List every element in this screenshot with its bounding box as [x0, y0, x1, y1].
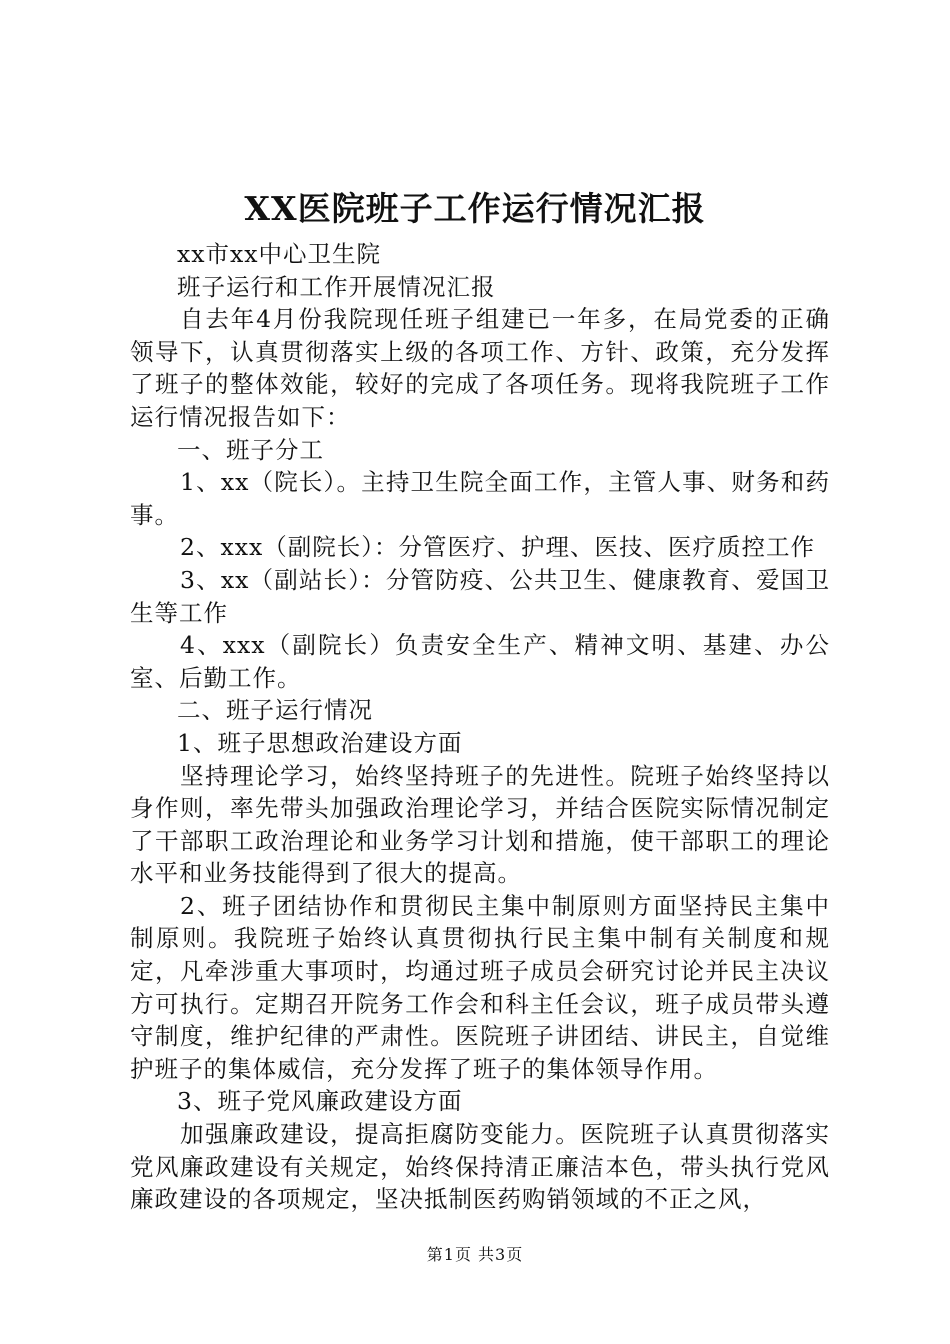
body-paragraph: 自去年4月份我院现任班子组建已一年多，在局党委的正确领导下，认真贯彻落实上级的各项工作、方针、政策，充分发挥了班子的整体效能，较好的完成了各项任务。现将我院班子工作运行情况报告如下： — [130, 305, 830, 431]
document-body — [130, 238, 830, 1216]
body-paragraph: 坚持理论学习，始终坚持班子的先进性。院班子始终坚持以身作则，率先带头加强政治理论学习，并结合医院实际情况制定了干部职工政治理论和业务学习计划和措施，使干部职工的理论水平和业务技能得到了很大的提高。 — [130, 761, 830, 888]
body-paragraph: 加强廉政建设，提高拒腐防变能力。医院班子认真贯彻落实党风廉政建设有关规定，始终保持清正廉洁本色，带头执行党风廉政建设的各项规定，坚决抵制医药购销领域的不正之风， — [130, 1120, 830, 1214]
body-paragraph: 2、xxx（副院长）：分管医疗、护理、医技、医疗质控工作 — [180, 533, 815, 562]
body-paragraph: 3、xx（副站长）：分管防疫、公共卫生、健康教育、爱国卫生等工作 — [130, 565, 830, 627]
body-paragraph: 4、xxx（副院长）负责安全生产、精神文明、基建、办公室、后勤工作。 — [130, 631, 830, 692]
body-paragraph: 1、xx（院长）。主持卫生院全面工作，主管人事、财务和药事。 — [130, 468, 830, 529]
report-subtitle: 班子运行和工作开展情况汇报 — [177, 272, 496, 301]
page-footer: 第1页 共3页 — [426, 1245, 524, 1264]
subsection-heading: 1、班子思想政治建设方面 — [177, 728, 463, 757]
document-title: XX医院班子工作运行情况汇报 — [244, 189, 706, 228]
section-heading: 一、班子分工 — [177, 435, 324, 464]
org-name: xx市xx中心卫生院 — [177, 240, 382, 268]
section-heading: 二、班子运行情况 — [177, 696, 373, 725]
body-paragraph: 2、班子团结协作和贯彻民主集中制原则方面坚持民主集中制原则。我院班子始终认真贯彻执行民主集中制有关制度和规定，凡牵涉重大事项时，均通过班子成员会研究讨论并民主决议方可执行。定期召开院务工作会和科主任会议，班子成员带头遵守制度，维护纪律的严肃性。医院班子讲团结、讲民主，自觉维护班子的集体威信，充分发挥了班子的集体领导作用。 — [130, 891, 830, 1083]
subsection-heading: 3、班子党风廉政建设方面 — [177, 1087, 463, 1116]
